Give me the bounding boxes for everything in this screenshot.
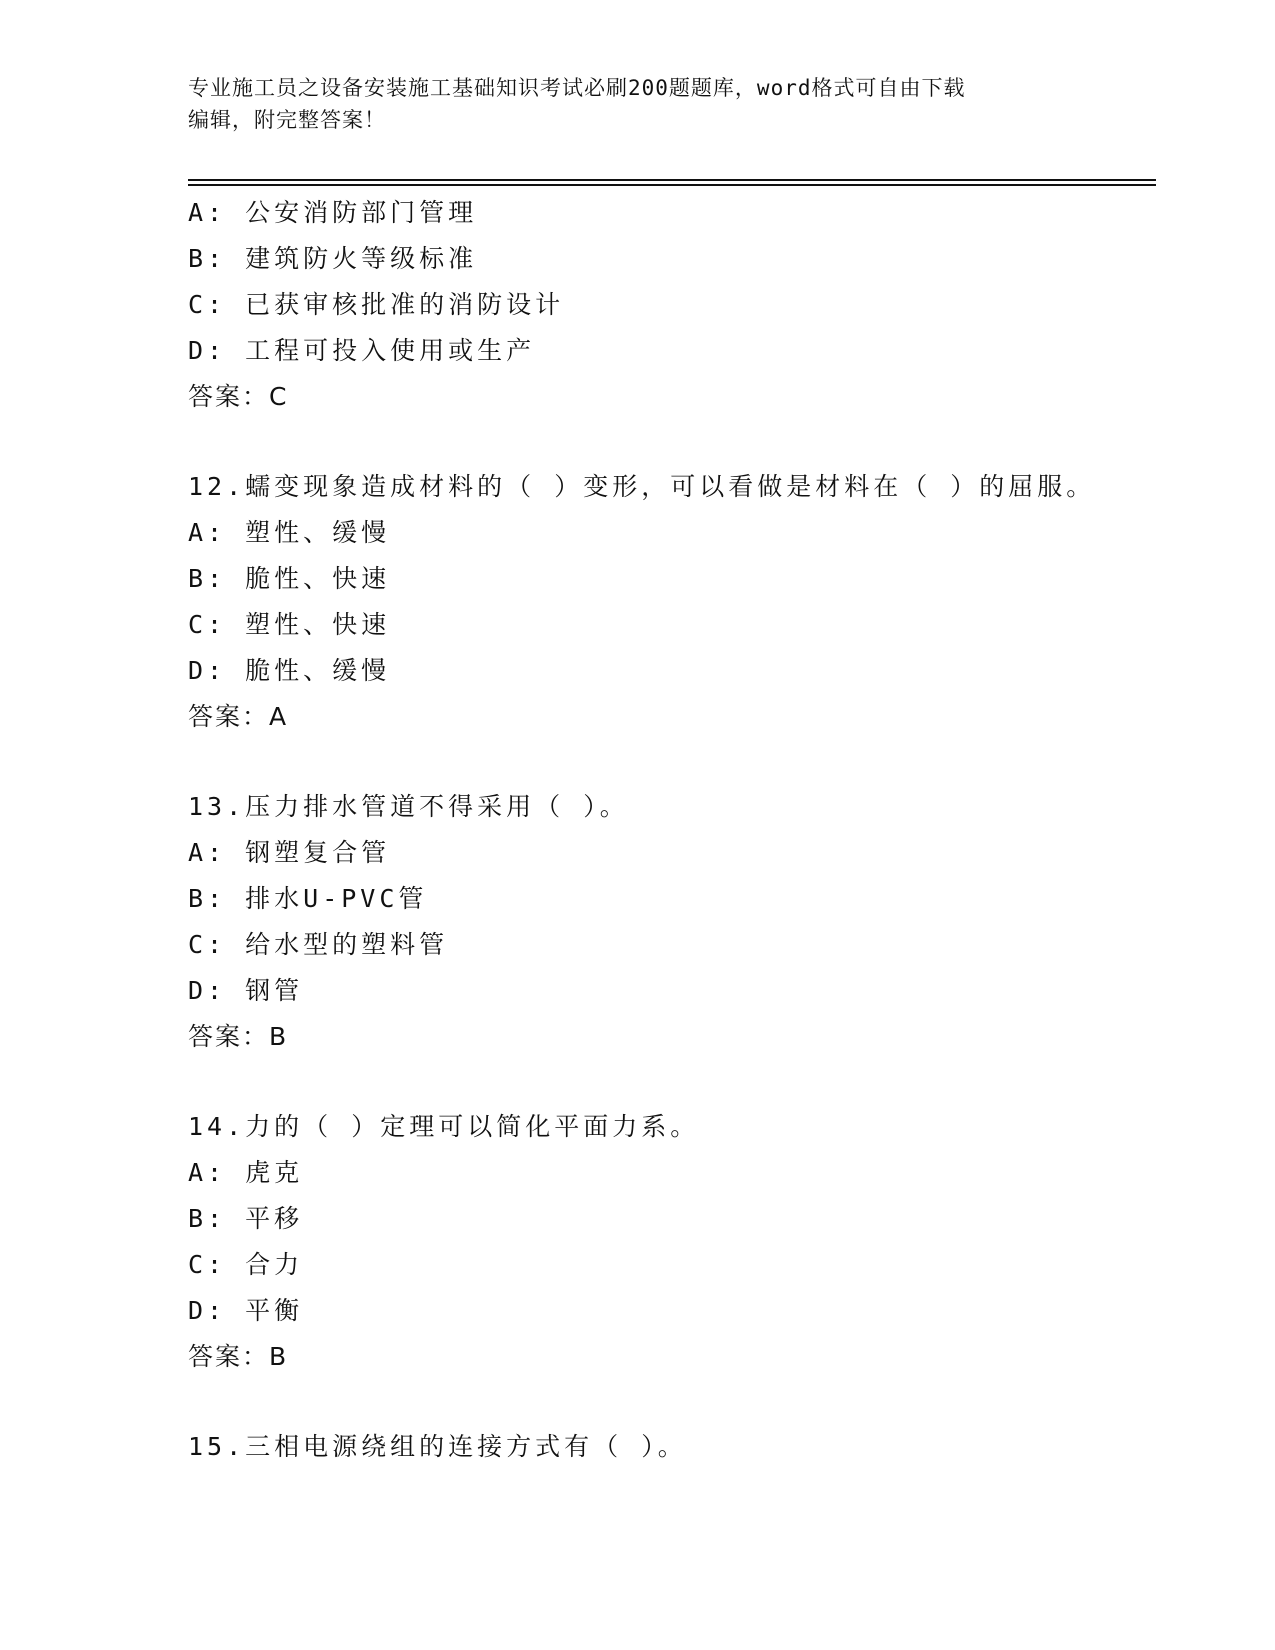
question-block-11 [188,190,1156,420]
option-b: B: 平移 [188,1204,304,1233]
header-divider-top [188,179,1156,181]
question-spacer [188,1060,1156,1104]
option-d: D: 工程可投入使用或生产 [188,336,536,365]
question-list [188,190,1156,1470]
option-d: D: 脆性、缓慢 [188,656,391,685]
question-block-14 [188,1104,1156,1380]
header-title-line-2: 编辑，附完整答案！ [188,108,386,132]
option-c: C: 给水型的塑料管 [188,930,449,959]
question-spacer [188,1380,1156,1424]
question-text: 13.压力排水管道不得采用（ ）。 [188,792,629,821]
option-a: A: 公安消防部门管理 [188,198,478,227]
option-c: C: 已获审核批准的消防设计 [188,290,565,319]
question-block-13 [188,784,1156,1060]
document-header [188,72,1068,136]
answer-line: 答案：A [188,702,289,731]
option-a: A: 塑性、缓慢 [188,518,391,547]
option-a: A: 钢塑复合管 [188,838,391,867]
option-d: D: 平衡 [188,1296,304,1325]
option-c: C: 合力 [188,1250,304,1279]
question-block-15 [188,1424,1156,1470]
option-c: C: 塑性、快速 [188,610,391,639]
option-a: A: 虎克 [188,1158,304,1187]
answer-line: 答案：C [188,382,289,411]
option-b: B: 建筑防火等级标准 [188,244,478,273]
question-text: 15.三相电源绕组的连接方式有（ ）。 [188,1432,687,1461]
answer-line: 答案：B [188,1022,289,1051]
option-d: D: 钢管 [188,976,304,1005]
header-divider-bottom [188,184,1156,186]
option-b: B: 排水U-PVC管 [188,884,428,913]
question-spacer [188,420,1156,464]
header-title-line-1: 专业施工员之设备安装施工基础知识考试必刷200题题库，word格式可自由下载 [188,76,966,100]
question-spacer [188,740,1156,784]
answer-line: 答案：B [188,1342,289,1371]
option-b: B: 脆性、快速 [188,564,391,593]
question-text: 14.力的（ ）定理可以简化平面力系。 [188,1112,700,1141]
question-block-12 [188,464,1156,740]
question-text: 12.蠕变现象造成材料的（ ）变形，可以看做是材料在（ ）的屈服。 [188,472,1096,501]
